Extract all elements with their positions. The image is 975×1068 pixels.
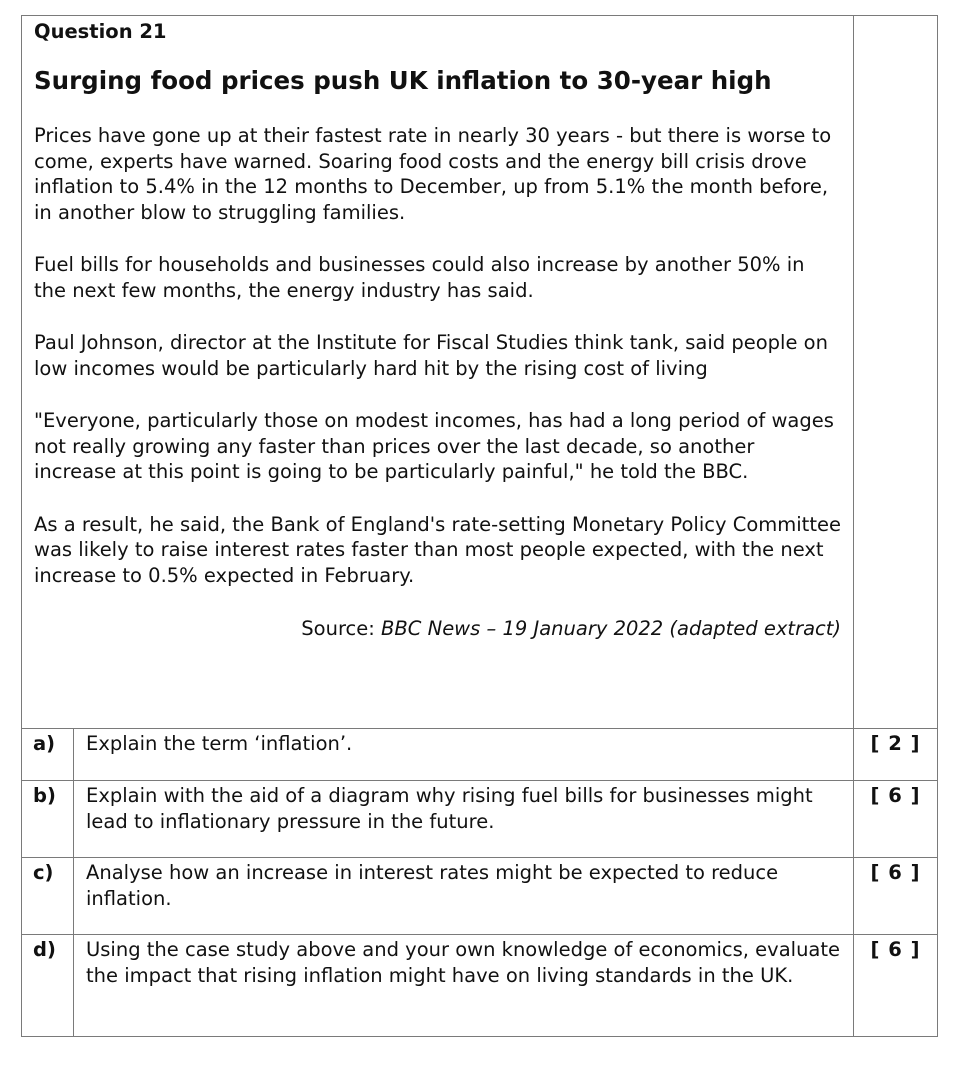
passage-cell (22, 16, 854, 729)
part-marks: [ 6 ] (854, 781, 938, 858)
part-letter: a) (22, 729, 74, 781)
question-part-row (22, 858, 938, 935)
question-label: Question 21 (34, 20, 167, 43)
part-letter: c) (22, 858, 74, 935)
article-paragraph: As a result, he said, the Bank of England's rate-setting Monetary Policy Committee was likely to raise interest rates faster than most people expected, with the next increase to 0.5% expected in February. (34, 512, 841, 587)
question-part-row (22, 729, 938, 781)
question-table (21, 15, 938, 1037)
article-paragraph: Prices have gone up at their fastest rate in nearly 30 years - but there is worse to come, experts have warned. Soaring food costs and the energy bill crisis drove inflation to 5.4% in the 12 months to December, up from 5.1% the month before, in another blow to struggling families. (34, 124, 832, 224)
part-text: Analyse how an increase in interest rates might be expected to reduce inflation. (74, 858, 854, 935)
part-letter: b) (22, 781, 74, 858)
part-text: Explain the term ‘inflation’. (74, 729, 854, 781)
article-paragraph: "Everyone, particularly those on modest incomes, has had a long period of wages not really growing any faster than prices over the last decade, so another increase at this point is going to be particularly painful," he told the BBC. (34, 409, 834, 483)
marks-column-empty (854, 16, 938, 729)
article-paragraph: Paul Johnson, director at the Institute for Fiscal Studies think tank, said people on low incomes would be particularly hard hit by the rising cost of living (34, 331, 828, 380)
article-headline: Surging food prices push UK inflation to 30-year high (34, 66, 772, 95)
article-source (34, 616, 841, 642)
source-citation: BBC News – 19 January 2022 (adapted extract) (381, 617, 842, 640)
question-part-row (22, 935, 938, 1037)
part-marks: [ 6 ] (854, 858, 938, 935)
question-part-row (22, 781, 938, 858)
part-letter: d) (22, 935, 74, 1037)
part-marks: [ 6 ] (854, 935, 938, 1037)
source-prefix: Source: (301, 617, 382, 640)
article-paragraph: Fuel bills for households and businesses could also increase by another 50% in the next few months, the energy industry has said. (34, 253, 805, 302)
passage-row (22, 16, 938, 729)
part-text: Using the case study above and your own knowledge of economics, evaluate the impact that rising inflation might have on living standards in the UK. (74, 935, 854, 1037)
part-marks: [ 2 ] (854, 729, 938, 781)
part-text: Explain with the aid of a diagram why rising fuel bills for businesses might lead to inflationary pressure in the future. (74, 781, 854, 858)
